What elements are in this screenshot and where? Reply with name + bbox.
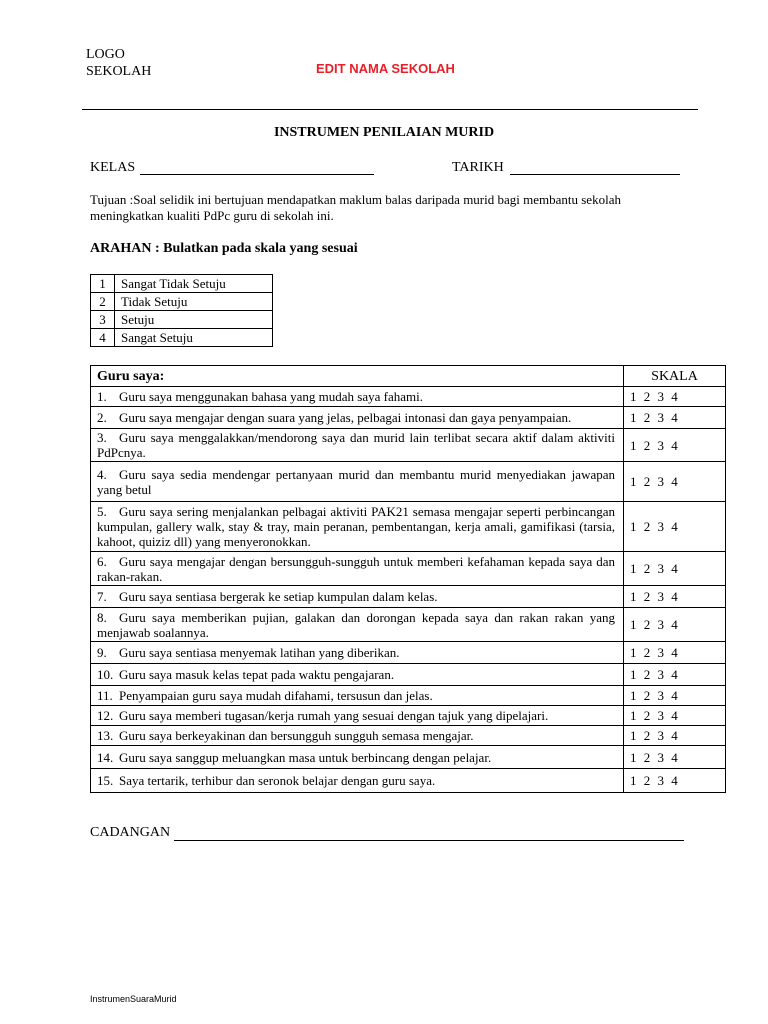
scale-legend-number: 1	[91, 275, 115, 293]
scale-legend-row	[91, 275, 273, 293]
question-number: 6.	[97, 553, 107, 569]
question-text: Saya tertarik, terhibur dan seronok belajar dengan guru saya.	[119, 773, 436, 788]
scale-options[interactable]: 1 2 3 4	[624, 407, 726, 429]
scale-options[interactable]: 1 2 3 4	[624, 429, 726, 462]
scale-legend-label: Tidak Setuju	[115, 293, 273, 311]
scale-options[interactable]: 1 2 3 4	[624, 706, 726, 726]
question-text: Guru saya mengajar dengan suara yang jelas, pelbagai intonasi dan gaya penyampaian.	[119, 410, 572, 425]
question-text: Guru saya sanggup meluangkan masa untuk berbincang dengan pelajar.	[119, 749, 492, 765]
question-cell	[91, 726, 624, 746]
scale-options[interactable]: 1 2 3 4	[624, 769, 726, 793]
cadangan-label: CADANGAN	[90, 825, 171, 840]
cadangan-field[interactable]	[174, 840, 684, 841]
scale-options[interactable]: 1 2 3 4	[624, 664, 726, 686]
question-number: 3.	[97, 430, 107, 445]
scale-legend-label: Setuju	[115, 311, 273, 329]
scale-legend-row	[91, 311, 273, 329]
question-row	[91, 726, 726, 746]
question-cell	[91, 706, 624, 726]
question-cell	[91, 664, 624, 686]
tarikh-label: TARIKH	[452, 160, 504, 175]
question-row	[91, 608, 726, 642]
question-row	[91, 664, 726, 686]
question-row	[91, 586, 726, 608]
question-text: Guru saya memberi tugasan/kerja rumah yang sesuai dengan tajuk yang dipelajari.	[119, 708, 549, 723]
question-text: Guru saya sentiasa menyemak latihan yang diberikan.	[119, 645, 400, 660]
question-cell	[91, 608, 624, 642]
question-number: 8.	[97, 609, 107, 625]
scale-options[interactable]: 1 2 3 4	[624, 726, 726, 746]
scale-options[interactable]: 1 2 3 4	[624, 686, 726, 706]
tarikh-field[interactable]	[510, 174, 680, 175]
scale-legend-label: Sangat Setuju	[115, 329, 273, 347]
question-number: 13.	[97, 728, 114, 743]
scale-legend-row	[91, 329, 273, 347]
question-cell	[91, 407, 624, 429]
scale-legend-number: 2	[91, 293, 115, 311]
scale-options[interactable]: 1 2 3 4	[624, 608, 726, 642]
question-row	[91, 642, 726, 664]
question-cell	[91, 502, 624, 552]
question-number: 5.	[97, 504, 107, 519]
question-cell	[91, 552, 624, 586]
logo-line-2: SEKOLAH	[86, 64, 152, 79]
question-text: Guru saya menggunakan bahasa yang mudah saya fahami.	[119, 389, 423, 404]
scale-options[interactable]: 1 2 3 4	[624, 552, 726, 586]
scale-legend-row	[91, 293, 273, 311]
question-text: Guru saya sering menjalankan pelbagai aktiviti PAK21 semasa mengajar seperti perbincangan kumpulan, gallery walk, stay & tray, main peranan, pembentangan, kerja amali, gamifikasi (tarsia, kahoot, quiziz dll) yang menyeronokkan.	[97, 504, 615, 549]
logo-line-1: LOGO	[86, 47, 125, 62]
question-row	[91, 769, 726, 793]
question-number: 12.	[97, 708, 114, 723]
scale-options[interactable]: 1 2 3 4	[624, 642, 726, 664]
question-text: Guru saya berkeyakinan dan bersungguh sungguh semasa mengajar.	[119, 728, 474, 743]
scale-legend-number: 3	[91, 311, 115, 329]
question-text: Guru saya menggalakkan/mendorong saya dan murid lain terlibat secara aktif dalam aktiviti PdPcnya.	[97, 430, 615, 460]
question-row	[91, 706, 726, 726]
logo-placeholder	[86, 46, 151, 80]
question-number: 10.	[97, 667, 114, 682]
question-cell	[91, 462, 624, 502]
question-row	[91, 552, 726, 586]
question-text: Guru saya memberikan pujian, galakan dan dorongan kepada saya dan rakan rakan yang menjawab soalannya.	[97, 609, 615, 640]
scale-legend-number: 4	[91, 329, 115, 347]
question-cell	[91, 746, 624, 769]
question-row	[91, 407, 726, 429]
scale-options[interactable]: 1 2 3 4	[624, 502, 726, 552]
question-number: 1.	[97, 389, 107, 404]
scale-options[interactable]: 1 2 3 4	[624, 387, 726, 407]
question-text: Penyampaian guru saya mudah difahami, tersusun dan jelas.	[119, 688, 433, 703]
page-title: INSTRUMEN PENILAIAN MURID	[273, 125, 495, 140]
question-cell	[91, 387, 624, 407]
questionnaire-header-right: SKALA	[624, 366, 726, 387]
question-cell	[91, 769, 624, 793]
question-text: Guru saya mengajar dengan bersungguh-sungguh untuk memberi kefahaman kepada saya dan rakan-rakan.	[97, 553, 615, 584]
question-number: 15.	[97, 773, 114, 788]
question-row	[91, 746, 726, 769]
question-cell	[91, 586, 624, 608]
question-number: 9.	[97, 645, 107, 660]
question-text: Guru saya sedia mendengar pertanyaan murid dan membantu murid menyediakan jawapan yang betul	[97, 466, 615, 497]
header-divider	[82, 109, 698, 110]
question-number: 11.	[97, 688, 113, 703]
kelas-field[interactable]	[140, 174, 374, 175]
question-cell	[91, 686, 624, 706]
question-number: 14.	[97, 749, 114, 765]
intro-text: Tujuan :Soal selidik ini bertujuan mendapatkan maklum balas daripada murid bagi membantu sekolah meningkatkan kualiti PdPc guru di sekolah ini.	[90, 192, 621, 223]
scale-legend-label: Sangat Tidak Setuju	[115, 275, 273, 293]
question-row	[91, 502, 726, 552]
scale-options[interactable]: 1 2 3 4	[624, 462, 726, 502]
instruction-text: ARAHAN : Bulatkan pada skala yang sesuai	[90, 241, 358, 256]
kelas-label: KELAS	[90, 160, 136, 175]
footer-text: InstrumenSuaraMurid	[90, 994, 177, 1004]
scale-options[interactable]: 1 2 3 4	[624, 586, 726, 608]
question-number: 7.	[97, 589, 107, 604]
questionnaire-header-left: Guru saya:	[91, 366, 624, 387]
question-text: Guru saya sentiasa bergerak ke setiap kumpulan dalam kelas.	[119, 589, 438, 604]
question-number: 2.	[97, 410, 107, 425]
questionnaire-table	[90, 365, 726, 793]
school-name: EDIT NAMA SEKOLAH	[316, 61, 455, 76]
question-row	[91, 387, 726, 407]
question-text: Guru saya masuk kelas tepat pada waktu pengajaran.	[119, 667, 395, 682]
question-row	[91, 686, 726, 706]
question-row	[91, 429, 726, 462]
question-cell	[91, 642, 624, 664]
question-number: 4.	[97, 466, 107, 482]
scale-options[interactable]: 1 2 3 4	[624, 746, 726, 769]
question-cell	[91, 429, 624, 462]
question-row	[91, 462, 726, 502]
scale-legend-table	[90, 274, 273, 347]
